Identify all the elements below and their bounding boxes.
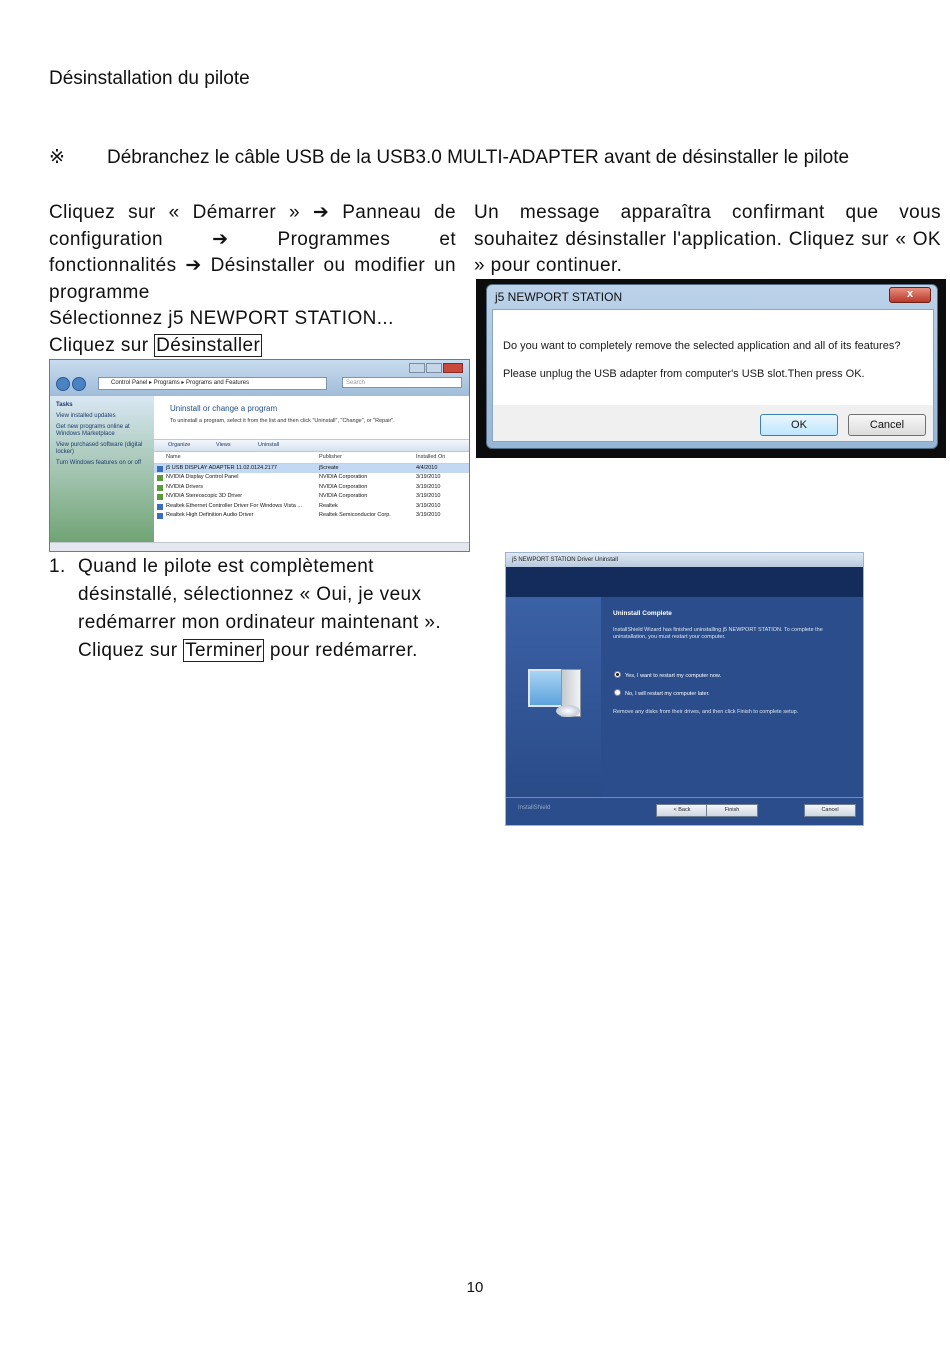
column-name[interactable]: Name [166, 454, 181, 460]
wizard-note: Remove any disks from their drives, and then click Finish to complete setup. [613, 709, 799, 715]
restart-later-label: No, I will restart my computer later. [625, 691, 710, 697]
dialog-footer [493, 405, 933, 441]
wizard-footer [506, 797, 863, 826]
warning-note [49, 146, 909, 169]
program-date: 3/19/2010 [416, 483, 441, 490]
dialog-frame [486, 284, 938, 449]
program-date: 3/19/2010 [416, 493, 441, 499]
forward-arrow-icon[interactable] [72, 377, 86, 391]
tasks-pane [50, 396, 154, 551]
back-arrow-icon[interactable] [56, 377, 70, 391]
wizard-body: InstallShield Wizard has finished uninstalling j5 NEWPORT STATION. To complete the uninstallation, you must restart your computer. [613, 627, 823, 640]
dialog-body [492, 309, 934, 442]
program-name: NVIDIA Stereoscopic 3D Driver [166, 493, 243, 499]
wizard-heading: Uninstall Complete [613, 610, 672, 617]
program-date: 3/19/2010 [416, 512, 441, 518]
program-date: 3/19/2010 [416, 502, 441, 509]
program-name: NVIDIA Drivers [166, 483, 203, 490]
program-icon [157, 475, 163, 481]
uninstall-button[interactable]: Uninstall [258, 442, 280, 448]
ok-button[interactable]: OK [760, 414, 838, 436]
task-link[interactable]: Get new programs online at Windows Marketplace [56, 424, 130, 437]
table-row[interactable] [154, 464, 469, 474]
step-number: 1. [49, 556, 66, 577]
instruction-click [49, 333, 456, 360]
control-panel-header [50, 360, 469, 396]
instruction-click-prefix: Cliquez sur [49, 334, 155, 356]
back-button[interactable]: < Back [656, 804, 708, 817]
minimize-icon[interactable] [409, 363, 425, 373]
left-instructions [49, 200, 456, 359]
wizard-cancel-button[interactable]: Cancel [804, 804, 856, 817]
program-name: Realtek High Definition Audio Driver [166, 512, 254, 518]
radio-selected-icon [614, 671, 621, 678]
programs-toolbar [154, 439, 469, 452]
programs-description: To uninstall a program, select it from the list and then click "Uninstall", "Change", or "Repair". [170, 418, 395, 424]
program-publisher: Realtek Semiconductor Corp. [319, 512, 391, 518]
wizard-side-art [506, 597, 601, 797]
right-instructions: Un message apparaîtra confirmant que vous souhaitez désinstaller l'application. Cliquez sur « OK » pour continuer. [474, 202, 941, 276]
restart-now-radio[interactable] [614, 671, 721, 679]
step-text-before: Quand le pilote est complètement désinstallé, sélectionnez « Oui, je veux redémarrer mon ordinateur maintenant ». Cliquez sur [78, 556, 442, 661]
dialog-title: j5 NEWPORT STATION [495, 290, 623, 304]
search-input[interactable]: Search [342, 377, 462, 388]
program-publisher: NVIDIA Corporation [319, 483, 368, 490]
table-header [154, 453, 469, 464]
programs-heading: Uninstall or change a program [170, 404, 278, 413]
instruction-select: Sélectionnez j5 NEWPORT STATION... [49, 308, 394, 329]
control-panel-screenshot [49, 359, 470, 552]
close-icon[interactable] [443, 363, 463, 373]
table-row[interactable] [154, 473, 469, 483]
dialog-close-button[interactable]: x [889, 287, 931, 303]
reference-mark-icon: ※ [49, 147, 65, 168]
dialog-message-unplug: Please unplug the USB adapter from computer's USB slot.Then press OK. [503, 368, 865, 380]
program-name: j5 USB DISPLAY ADAPTER 11.02.0124.2177 [166, 464, 277, 471]
step-text-after: pour redémarrer. [264, 640, 418, 661]
programs-table [154, 453, 469, 521]
programs-pane [154, 396, 469, 551]
address-bar[interactable]: Control Panel ▸ Programs ▸ Programs and Features [98, 377, 327, 390]
dialog-message-confirm: Do you want to completely remove the selected application and all of its features? [503, 340, 901, 352]
table-row[interactable] [154, 492, 469, 502]
uninstall-wizard-screenshot [505, 552, 864, 826]
program-icon [157, 494, 163, 500]
column-publisher[interactable]: Publisher [319, 454, 342, 460]
uninstall-label-boxed: Désinstaller [156, 334, 261, 356]
program-date: 4/4/2010 [416, 464, 438, 471]
program-publisher: j5create [319, 464, 339, 471]
program-publisher: Realtek [319, 502, 338, 509]
program-icon [157, 466, 163, 472]
organize-button[interactable]: Organize [168, 442, 191, 448]
page-number: 10 [466, 1279, 484, 1296]
program-icon [157, 504, 163, 510]
restart-later-radio[interactable] [614, 689, 710, 697]
instruction-path: Cliquez sur « Démarrer » ➔ Panneau de configuration ➔ Programmes et fonctionnalités ➔ Désinstaller ou modifier un programme [49, 202, 456, 303]
program-icon [157, 485, 163, 491]
window-buttons [408, 363, 463, 375]
step-text [78, 553, 459, 665]
wizard-title: j5 NEWPORT STATION Driver Uninstall [506, 553, 863, 567]
program-publisher: NVIDIA Corporation [319, 474, 368, 480]
horizontal-scrollbar[interactable] [50, 542, 469, 551]
column-installed-on[interactable]: Installed On [416, 454, 446, 460]
step-1 [49, 553, 459, 665]
program-name: Realtek Ethernet Controller Driver For Windows Vista ... [166, 502, 302, 509]
table-row[interactable] [154, 483, 469, 493]
task-link[interactable]: View installed updates [56, 413, 116, 419]
program-icon [157, 513, 163, 519]
views-button[interactable]: Views [216, 442, 231, 448]
tasks-title: Tasks [56, 402, 73, 408]
wizard-header-band [506, 567, 863, 597]
task-link[interactable]: Turn Windows features on or off [56, 460, 142, 466]
disc-icon [556, 705, 580, 717]
finish-label-boxed: Terminer [185, 640, 263, 661]
table-row[interactable] [154, 511, 469, 521]
task-link[interactable]: View purchased software (digital locker) [56, 442, 143, 455]
page-heading: Désinstallation du pilote [49, 68, 250, 89]
installshield-brand: InstallShield [518, 805, 551, 811]
uninstall-dialog-screenshot [476, 279, 946, 458]
program-publisher: NVIDIA Corporation [319, 493, 368, 499]
restart-now-label: Yes, I want to restart my computer now. [625, 673, 722, 679]
radio-unselected-icon [614, 689, 621, 696]
warning-text: Débranchez le câble USB de la USB3.0 MULTI-ADAPTER avant de désinstaller le pilote [107, 147, 850, 168]
cancel-button[interactable]: Cancel [848, 414, 926, 436]
program-name: NVIDIA Display Control Panel [166, 474, 239, 480]
table-row[interactable] [154, 502, 469, 512]
finish-button[interactable]: Finish [706, 804, 758, 817]
maximize-icon[interactable] [426, 363, 442, 373]
program-date: 3/19/2010 [416, 474, 441, 480]
